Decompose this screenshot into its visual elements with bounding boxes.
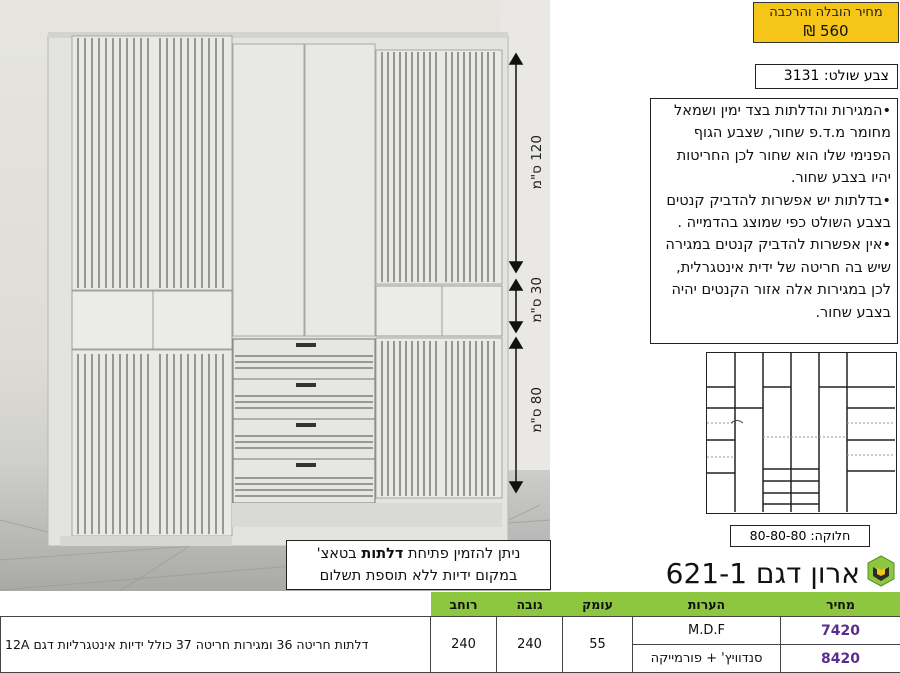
touch-open-note [286,540,551,590]
header-price: מחיר [781,592,900,617]
price-cell: 8420 [781,645,900,673]
delivery-price-box [753,2,899,43]
height-cell: 240 [497,617,563,673]
table-header-row [1,592,900,617]
note-text: ניתן להזמין פתיחת [403,546,521,562]
note-bold-text: דלתות [361,546,404,562]
width-cell: 240 [431,617,497,673]
dimension-bottom-label: 80 ס"מ [529,387,545,433]
header-empty [1,592,431,617]
notes-cell: סנדוויץ' + פורמייקה [633,645,781,673]
note-line-1 [287,543,550,565]
header-width: רוחב [431,592,497,617]
header-notes: הערות [633,592,781,617]
delivery-price-value: 560 ₪ [803,22,849,40]
price-cell: 7420 [781,617,900,645]
table-row [1,617,900,645]
depth-cell: 55 [563,617,633,673]
notes-cell: M.D.F [633,617,781,645]
delivery-price-title: מחיר הובלה והרכבה [769,5,883,20]
note-line-2: במקום ידיות ללא תוספת תשלום [319,568,518,584]
note-text: בטאצ' [316,546,362,562]
split-label-box: חלוקה: 80-80-80 [730,525,870,547]
description-item: •בדלתות יש אפשרות להדביק קנטים בצבע השולט כפי שמוצג בהדמייה . [666,192,891,232]
header-height: גובה [497,592,563,617]
dimension-top-label: 120 ס"מ [529,135,545,190]
description-cell: דלתות חריטה 36 ומגירות חריטה 37 כולל ידיות אינטגרליות דגם 12A [1,617,431,673]
interior-layout-drawing [707,353,895,512]
description-item: •אין אפשרות להדביק קנטים במגירה שיש בה חריטה של ידית אינטגרלית, לכן במגירות אלה אזור הקנטים יהיה בצבע שחור. [665,237,891,321]
header-depth: עומק [563,592,633,617]
model-title: ארון דגם 621-1 [665,557,860,590]
description-item: •המגירות והדלתות בצד ימין ושמאל מחומר מ.ד.פ שחור, שצבע הגוף הפנימי שלו הוא שחור לכן החריטות יהיו בצבע שחור. [674,103,891,187]
dimension-middle-label: 30 ס"מ [529,277,545,323]
description-box [650,98,898,344]
dominant-color-box: צבע שולט: 3131 [755,64,898,89]
brand-logo-icon [866,554,896,588]
interior-layout-diagram [706,352,897,514]
price-table [0,592,900,673]
